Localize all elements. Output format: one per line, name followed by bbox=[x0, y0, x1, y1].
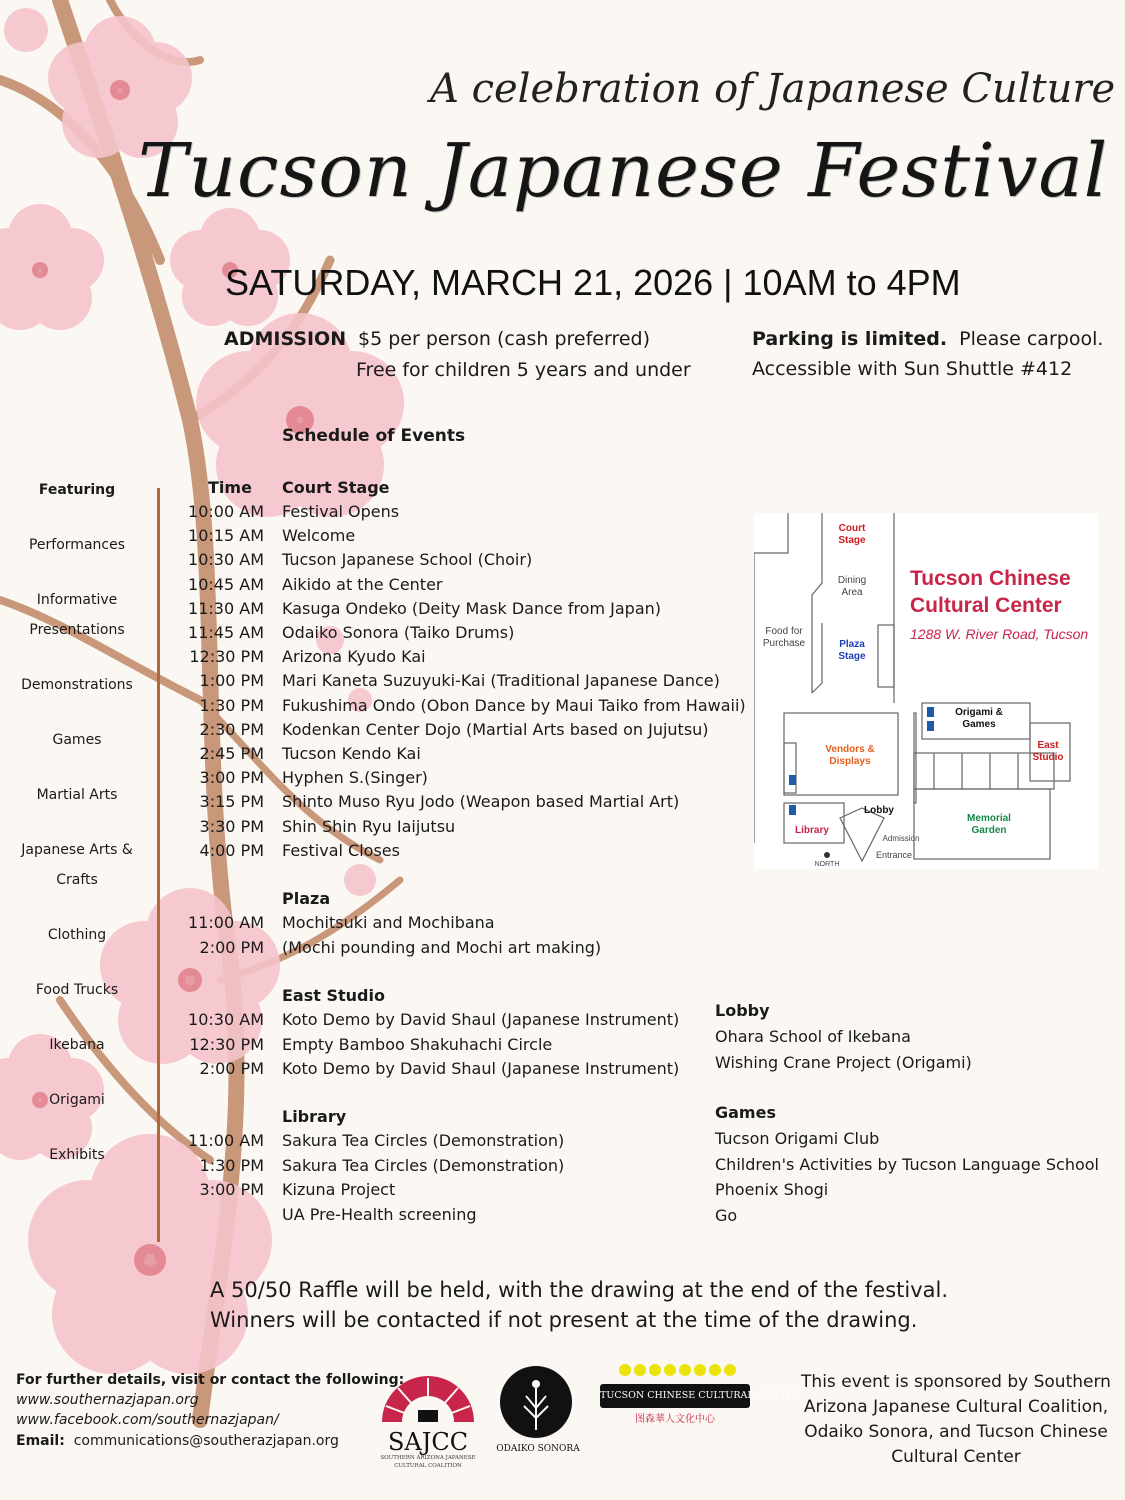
venue-address: 1288 W. River Road, Tucson bbox=[910, 626, 1089, 642]
schedule-time: 2:45 PM bbox=[199, 744, 264, 763]
section-library: Library bbox=[282, 1107, 347, 1126]
featuring-item: Games bbox=[52, 732, 102, 748]
featuring-item: Food Trucks bbox=[35, 982, 119, 998]
featuring-item: Japanese Arts & Crafts bbox=[21, 842, 133, 888]
sajcc-logo bbox=[378, 1366, 478, 1469]
tccc-logo bbox=[600, 1362, 800, 1432]
schedule-event: Welcome bbox=[282, 526, 356, 546]
schedule-time: 10:15 AM bbox=[188, 526, 264, 546]
raffle-line2: Winners will be contacted if not present at the time of the drawing. bbox=[210, 1308, 918, 1332]
games-item: Tucson Origami Club bbox=[715, 1129, 880, 1148]
facebook-link[interactable]: www.facebook.com/southernazjapan/ bbox=[16, 1412, 279, 1428]
tccc-name: TUCSON CHINESE CULTURAL CENTER bbox=[600, 1384, 750, 1408]
featuring-item: Exhibits bbox=[49, 1147, 105, 1163]
schedule-event: Shinto Muso Ryu Jodo (Weapon based Martial Art) bbox=[282, 792, 680, 812]
schedule-event: Mochitsuki and Mochibana bbox=[282, 913, 495, 932]
email-label: Email: bbox=[16, 1433, 65, 1449]
featuring-item: Martial Arts bbox=[36, 787, 118, 803]
section-plaza: Plaza bbox=[282, 889, 331, 908]
lobby-item: Wishing Crane Project (Origami) bbox=[715, 1053, 972, 1072]
games-item: Children's Activities by Tucson Language School bbox=[715, 1155, 1099, 1174]
schedule-time: 10:30 AM bbox=[188, 550, 264, 570]
schedule-time: 3:30 PM bbox=[199, 816, 264, 836]
shuttle-note: Accessible with Sun Shuttle #412 bbox=[752, 358, 1073, 380]
schedule-event: Festival Opens bbox=[282, 502, 400, 521]
schedule-event: Shin Shin Ryu Iaijutsu bbox=[282, 816, 456, 836]
featuring-item: Clothing bbox=[47, 927, 107, 943]
schedule-time: 12:30 PM bbox=[189, 647, 264, 667]
schedule-time: 2:00 PM bbox=[199, 937, 264, 957]
schedule-event: Kasuga Ondeko (Deity Mask Dance from Japan) bbox=[282, 598, 661, 618]
map-label-east-studio: East Studio bbox=[1032, 740, 1064, 763]
featuring-item: Demonstrations bbox=[21, 677, 133, 693]
schedule-event: Empty Bamboo Shakuhachi Circle bbox=[282, 1034, 553, 1054]
odaiko-emblem-icon bbox=[496, 1364, 580, 1440]
featuring-item: Performances bbox=[28, 537, 125, 553]
featuring-heading: Featuring bbox=[38, 482, 116, 498]
sponsor-note: This event is sponsored by Southern Arizona Japanese Cultural Coalition, Odaiko Sonora, and Tucson Chinese Cultural Center bbox=[801, 1372, 1111, 1467]
admission-label: ADMISSION bbox=[224, 328, 347, 350]
schedule-event: Odaiko Sonora (Taiko Drums) bbox=[282, 623, 515, 642]
venue-map bbox=[754, 513, 1098, 869]
schedule-time: 10:30 AM bbox=[188, 1010, 264, 1029]
schedule-time: 11:30 AM bbox=[188, 598, 264, 618]
schedule-time: 3:00 PM bbox=[199, 1180, 264, 1199]
schedule-time: 2:30 PM bbox=[199, 719, 264, 739]
raffle-line1: A 50/50 Raffle will be held, with the drawing at the end of the festival. bbox=[210, 1278, 949, 1302]
sajcc-name: SAJCC bbox=[387, 1428, 469, 1456]
map-label-dining: Dining Area bbox=[837, 575, 867, 598]
featuring-item: Origami bbox=[49, 1092, 105, 1108]
odaiko-name: ODAIKO SONORA bbox=[496, 1444, 580, 1454]
schedule-time: 1:00 PM bbox=[199, 671, 264, 691]
schedule-time: 1:30 PM bbox=[199, 1155, 264, 1175]
map-label-entrance: Entrance bbox=[875, 850, 913, 860]
map-label-lobby: Lobby bbox=[864, 805, 894, 816]
map-label-plaza-stage: Plaza Stage bbox=[838, 639, 866, 662]
schedule-event: Festival Closes bbox=[282, 840, 400, 860]
schedule-event: Koto Demo by David Shaul (Japanese Instrument) bbox=[282, 1059, 680, 1078]
website-link[interactable]: www.southernazjapan.org bbox=[16, 1392, 199, 1408]
schedule-time: 1:30 PM bbox=[199, 695, 264, 715]
sajcc-subtitle: SOUTHERN ARIZONA JAPANESE CULTURAL COALITION bbox=[380, 1455, 476, 1469]
schedule-time: 11:45 AM bbox=[188, 623, 264, 642]
map-label-memorial-garden: Memorial Garden bbox=[967, 813, 1011, 836]
sajcc-sun-icon bbox=[378, 1366, 478, 1426]
games-item: Phoenix Shogi bbox=[715, 1180, 829, 1199]
schedule-event: Kizuna Project bbox=[282, 1180, 396, 1199]
schedule-event: Kodenkan Center Dojo (Martial Arts based on Jujutsu) bbox=[282, 719, 709, 739]
schedule-event: UA Pre-Health screening bbox=[282, 1204, 477, 1224]
section-east-studio: East Studio bbox=[282, 986, 385, 1005]
map-label-admission: Admission bbox=[882, 834, 920, 843]
schedule-event: Hyphen S.(Singer) bbox=[282, 768, 428, 788]
games-item: Go bbox=[715, 1206, 738, 1225]
tccc-dots-icon bbox=[600, 1362, 750, 1378]
parking-bold: Parking is limited. bbox=[752, 328, 948, 350]
odaiko-sonora-logo bbox=[496, 1364, 580, 1454]
divider-line bbox=[157, 488, 160, 1242]
date-time: SATURDAY, MARCH 21, 2026 | 10AM to 4PM bbox=[225, 262, 961, 303]
admission-price: $5 per person (cash preferred) bbox=[358, 328, 651, 350]
schedule-event: Tucson Japanese School (Choir) bbox=[282, 550, 533, 570]
venue-name-line2: Cultural Center bbox=[910, 594, 1062, 617]
schedule-time: 11:00 AM bbox=[188, 1131, 264, 1150]
map-north-arrow: NORTH bbox=[814, 861, 840, 868]
map-label-court-stage: Court Stage bbox=[838, 523, 866, 546]
featuring-item: Ikebana bbox=[49, 1037, 105, 1053]
schedule-event: (Mochi pounding and Mochi art making) bbox=[282, 937, 602, 957]
schedule-event: Fukushima Ondo (Obon Dance by Maui Taiko from Hawaii) bbox=[282, 695, 746, 715]
schedule-event: Sakura Tea Circles (Demonstration) bbox=[282, 1155, 565, 1175]
schedule-time: 2:00 PM bbox=[199, 1059, 264, 1078]
venue-name bbox=[910, 565, 1071, 619]
schedule-time: 11:00 AM bbox=[188, 913, 264, 932]
tagline: A celebration of Japanese Culture bbox=[430, 66, 1116, 112]
schedule-heading: Schedule of Events bbox=[282, 426, 466, 446]
schedule-event: Arizona Kyudo Kai bbox=[282, 647, 426, 667]
schedule-time: 3:00 PM bbox=[199, 768, 264, 788]
map-label-library: Library bbox=[795, 825, 829, 836]
schedule-event: Tucson Kendo Kai bbox=[282, 744, 421, 763]
schedule-time: 3:15 PM bbox=[199, 792, 264, 812]
tccc-chinese-name: 图森華人文化中心 bbox=[635, 1414, 715, 1425]
games-heading: Games bbox=[715, 1103, 776, 1122]
time-column-header: Time bbox=[208, 478, 252, 497]
parking-rest: Please carpool. bbox=[959, 328, 1104, 350]
parking-note bbox=[752, 328, 1103, 350]
lobby-item: Ohara School of Ikebana bbox=[715, 1027, 911, 1046]
email-link[interactable]: communications@southerazjapan.org bbox=[73, 1433, 339, 1449]
festival-title: Tucson Japanese Festival bbox=[138, 128, 1109, 214]
schedule-event: Aikido at the Center bbox=[282, 574, 443, 594]
schedule-time: 12:30 PM bbox=[189, 1034, 264, 1054]
email-line bbox=[16, 1431, 339, 1451]
schedule-time: 10:45 AM bbox=[188, 574, 264, 594]
contact-heading: For further details, visit or contact the following: bbox=[16, 1372, 405, 1388]
schedule-time: 4:00 PM bbox=[199, 840, 264, 860]
featuring-item: Informative Presentations bbox=[29, 592, 125, 638]
schedule-event: Mari Kaneta Suzuyuki-Kai (Traditional Japanese Dance) bbox=[282, 671, 720, 691]
lobby-heading: Lobby bbox=[715, 1001, 770, 1020]
section-court-stage: Court Stage bbox=[282, 478, 390, 497]
map-label-origami-games: Origami & Games bbox=[955, 707, 1003, 730]
map-label-food: Food for Purchase bbox=[762, 626, 806, 649]
schedule-event: Koto Demo by David Shaul (Japanese Instrument) bbox=[282, 1010, 680, 1029]
schedule-time: 10:00 AM bbox=[188, 502, 264, 521]
admission-children: Free for children 5 years and under bbox=[356, 359, 691, 381]
map-label-vendors: Vendors & Displays bbox=[825, 744, 875, 767]
schedule-event: Sakura Tea Circles (Demonstration) bbox=[282, 1131, 565, 1150]
venue-name-line1: Tucson Chinese bbox=[910, 567, 1071, 590]
